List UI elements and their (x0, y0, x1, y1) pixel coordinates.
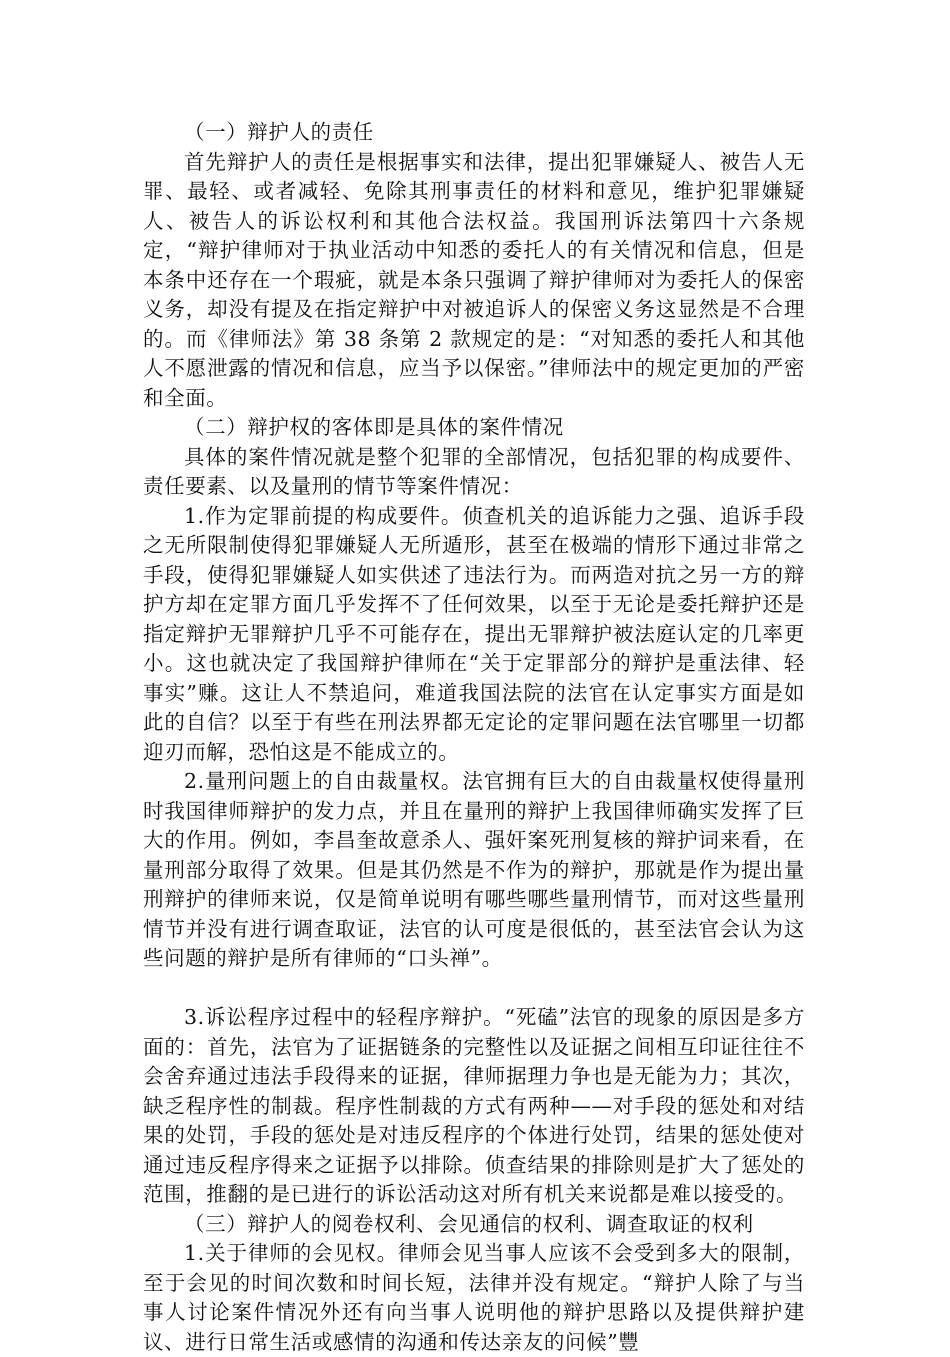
paragraph: 3.诉讼程序过程中的轻程序辩护。“死磕”法官的现象的原因是多方面的：首先，法官为了证据链条的完整性以及证据之间相互印证往往不会舍弃通过违法手段得来的证据，律师据理力争也是无能为力；其次，缺乏程序性的制裁。程序性制裁的方式有两种——对手段的惩处和对结果的处罚，手段的惩处是对违反程序的个体进行处罚，结果的惩处使对通过违反程序得来之证据予以排除。侦查结果的排除则是扩大了惩处的范围，推翻的是已进行的诉讼活动这对所有机关来说都是难以接受的。 (143, 1005, 805, 1206)
paragraph: 1.关于律师的会见权。律师会见当事人应该不会受到多大的限制，至于会见的时间次数和时间长短，法律并没有规定。“辩护人除了与当事人讨论案件情况外还有向当事人说明他的辩护思路以及提供辩护建议、进行日常生活或感情的沟通和传达亲友的问候”豐 (143, 1241, 805, 1354)
paragraph: 1.作为定罪前提的构成要件。侦查机关的追诉能力之强、追诉手段之无所限制使得犯罪嫌疑人无所遁形，甚至在极端的情形下通过非常之手段，使得犯罪嫌疑人如实供述了违法行为。而两造对抗之另一方的辩护方却在定罪方面几乎发挥不了任何效果，以至于无论是委托辩护还是指定辩护无罪辩护几乎不可能存在，提出无罪辩护被法庭认定的几率更小。这也就决定了我国辩护律师在“关于定罪部分的辩护是重法律、轻事实”赚。这让人不禁追问，难道我国法院的法官在认定事实方面是如此的自信？以至于有些在刑法界都无定论的定罪问题在法官哪里一切都迎刃而解，恐怕这是不能成立的。 (143, 503, 805, 764)
section-heading-1: （一）辩护人的责任 (184, 120, 374, 144)
paragraph: 首先辩护人的责任是根据事实和法律，提出犯罪嫌疑人、被告人无罪、最轻、或者减轻、免除其刑事责任的材料和意见，维护犯罪嫌疑人、被告人的诉讼权利和其他合法权益。我国刑诉法第四十六条规定，“辩护律师对于执业活动中知悉的委托人的有关情况和信息，但是本条中还存在一个瑕疵，就是本条只强调了辩护律师对为委托人的保密义务，却没有提及在指定辩护中对被追诉人的保密义务这显然是不合理的。而《律师法》第 38 条第 2 款规定的是：“对知悉的委托人和其他人不愿泄露的情况和信息，应当予以保密。”律师法中的规定更加的严密和全面。 (143, 149, 805, 410)
section-heading-2: （二）辩护权的客体即是具体的案件情况 (184, 415, 564, 439)
section-heading-3: （三）辩护人的阅卷权利、会见通信的权利、调查取证的权利 (184, 1211, 754, 1236)
paragraph: 具体的案件情况就是整个犯罪的全部情况，包括犯罪的构成要件、责任要素、以及量刑的情节等案件情况： (143, 444, 805, 498)
paragraph: 2.量刑问题上的自由裁量权。法官拥有巨大的自由裁量权使得量刑时我国律师辩护的发力点，并且在量刑的辩护上我国律师确实发挥了巨大的作用。例如，李昌奎故意杀人、强奸案死刑复核的辩护词来看，在量刑部分取得了效果。但是其仍然是不作为的辩护，那就是作为提出量刑辩护的律师来说，仅是简单说明有哪些哪些量刑情节，而对这些量刑情节并没有进行调查取证，法官的认可度是很低的，甚至法官会认为这些问题的辩护是所有律师的“口头禅”。 (143, 769, 805, 970)
document-body (143, 118, 805, 1357)
